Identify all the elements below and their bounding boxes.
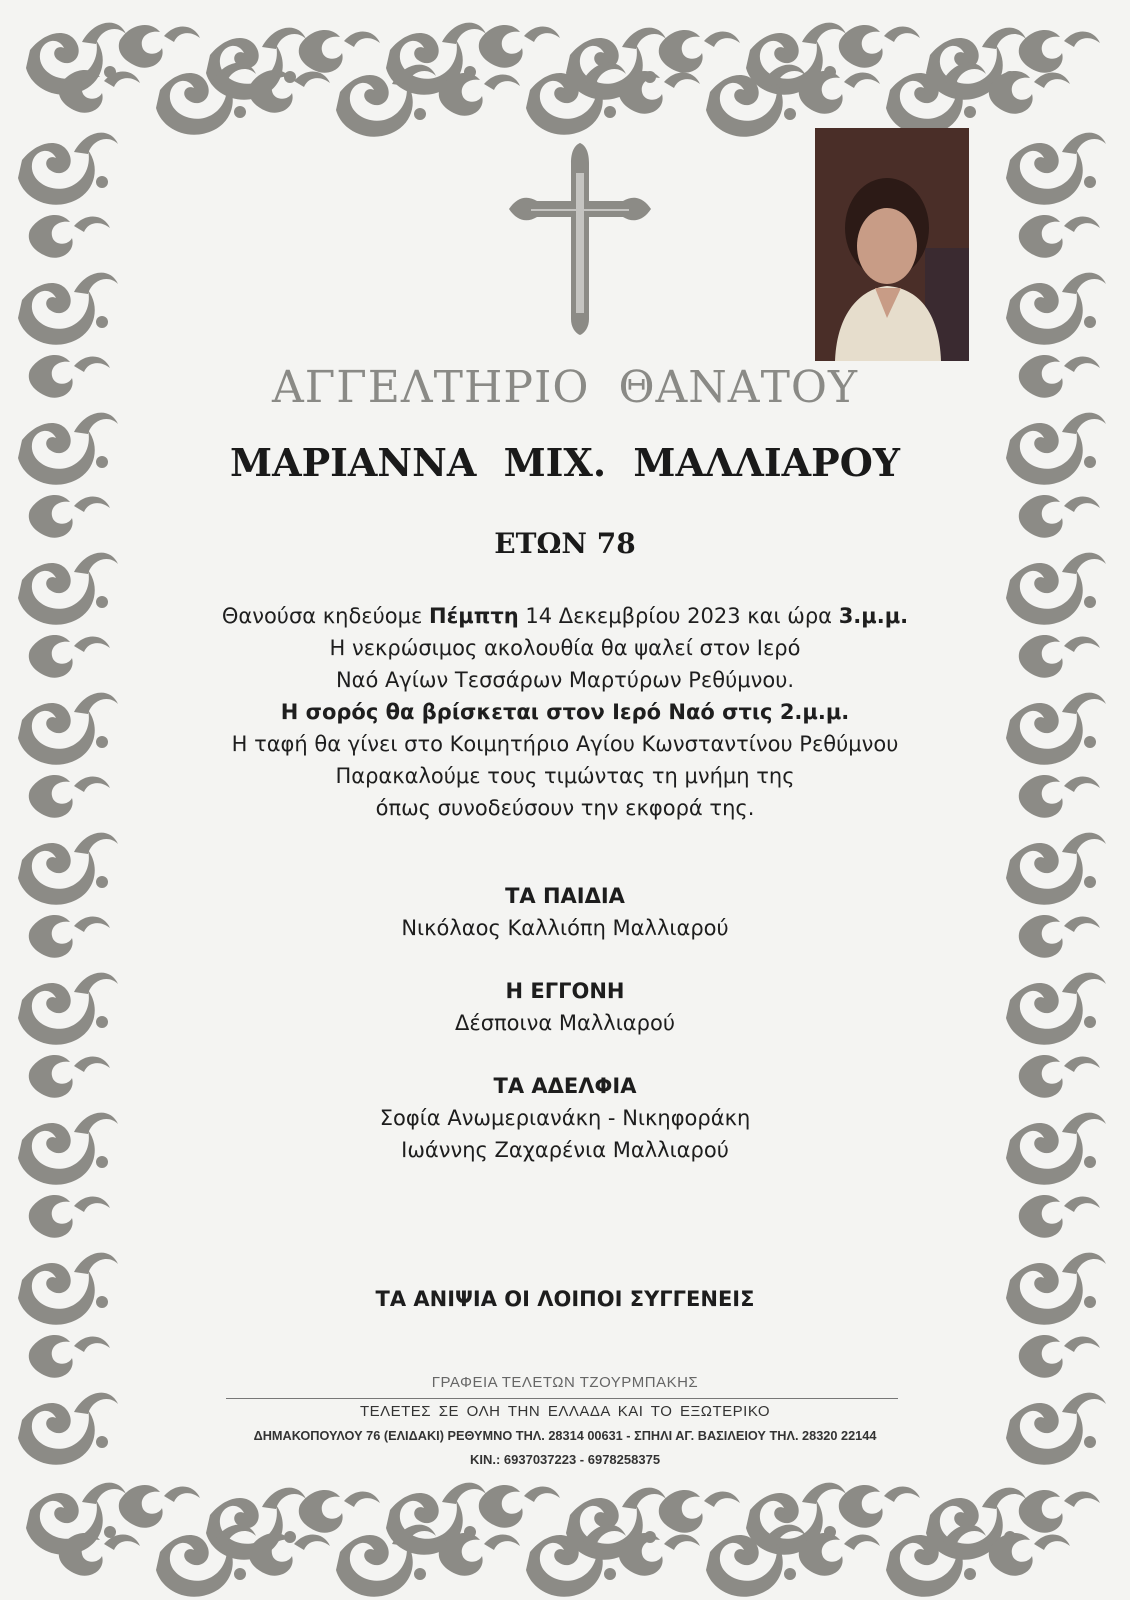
funeral-office-tagline: ΤΕΛΕΤΕΣ ΣΕ ΟΛΗ ΤΗΝ ΕΛΛΑΔΑ ΚΑΙ ΤΟ ΕΞΩΤΕΡΙΚΟ — [359, 1403, 771, 1420]
funeral-office-address: ΔΗΜΑΚΟΠΟΥΛΟΥ 76 (ΕΛΙΔΑΚΙ) ΡΕΘΥΜΝΟ ΤΗΛ. 28314 00631 - ΣΠΗΛΙ ΑΓ. ΒΑΣΙΛΕΙΟΥ ΤΗΛ. 28320 22144 — [253, 1428, 877, 1443]
church-line: Ναό Αγίων Τεσσάρων Μαρτύρων Ρεθύμνου. — [335, 668, 795, 692]
section-member: Νικόλαος Καλλιόπη Μαλλιαρού — [401, 916, 729, 940]
funeral-office-mobile: ΚΙΝ.: 6937037223 - 6978258375 — [469, 1452, 661, 1467]
notice-title: ΑΓΓΕΛΤΗΡΙΟ ΘΑΝΑΤΟΥ — [271, 362, 859, 413]
other-relatives: ΤΑ ΑΝΙΨΙΑ ΟΙ ΛΟΙΠΟΙ ΣΥΓΓΕΝΕΙΣ — [375, 1287, 755, 1311]
section-heading: Η ΕΓΓΟΝΗ — [505, 979, 625, 1003]
mourners-granddaughter — [120, 975, 1010, 1039]
border-top — [26, 23, 1100, 137]
deceased-age: ΕΤΩΝ 78 — [494, 527, 636, 560]
footer-divider — [226, 1398, 898, 1399]
body-location-line: Η σορός θα βρίσκεται στον Ιερό Ναό στις 2.μ.μ. — [280, 700, 850, 724]
border-left — [18, 133, 118, 1465]
section-heading: ΤΑ ΠΑΙΔΙΑ — [505, 884, 625, 908]
section-member: Δέσποινα Μαλλιαρού — [455, 1011, 675, 1035]
burial-line: Η ταφή θα γίνει στο Κοιμητήριο Αγίου Κωνσταντίνου Ρεθύμνου — [231, 732, 899, 756]
orthodox-cross-icon — [505, 143, 655, 335]
mourners-children — [120, 880, 1010, 944]
deceased-name: ΜΑΡΙΑΝΝΑ ΜΙΧ. ΜΑΛΛΙΑΡΟΥ — [230, 440, 900, 485]
service-line: Η νεκρώσιμος ακολουθία θα ψαλεί στον Ιερό — [329, 636, 801, 660]
section-member: Ιωάννης Ζαχαρένια Μαλλιαρού — [401, 1138, 729, 1162]
border-right — [1006, 133, 1106, 1465]
invitation-line-2: όπως συνοδεύσουν την εκφορά της. — [375, 796, 755, 820]
border-bottom — [26, 1483, 1100, 1597]
section-heading: ΤΑ ΑΔΕΛΦΙΑ — [493, 1074, 637, 1098]
funeral-date-line: Θανούσα κηδεύομε Πέμπτη 14 Δεκεμβρίου 2023 και ώρα 3.μ.μ. — [221, 604, 909, 628]
section-member: Σοφία Ανωμεριανάκη - Νικηφοράκη — [379, 1106, 751, 1130]
portrait-photo — [815, 128, 969, 361]
mourners-siblings — [120, 1070, 1010, 1166]
funeral-office-name: ΓΡΑΦΕΙΑ ΤΕΛΕΤΩΝ ΤΖΟΥΡΜΠΑΚΗΣ — [431, 1374, 699, 1391]
funeral-details — [120, 600, 1010, 824]
invitation-line-1: Παρακαλούμε τους τιμώντας τη μνήμη της — [335, 764, 795, 788]
